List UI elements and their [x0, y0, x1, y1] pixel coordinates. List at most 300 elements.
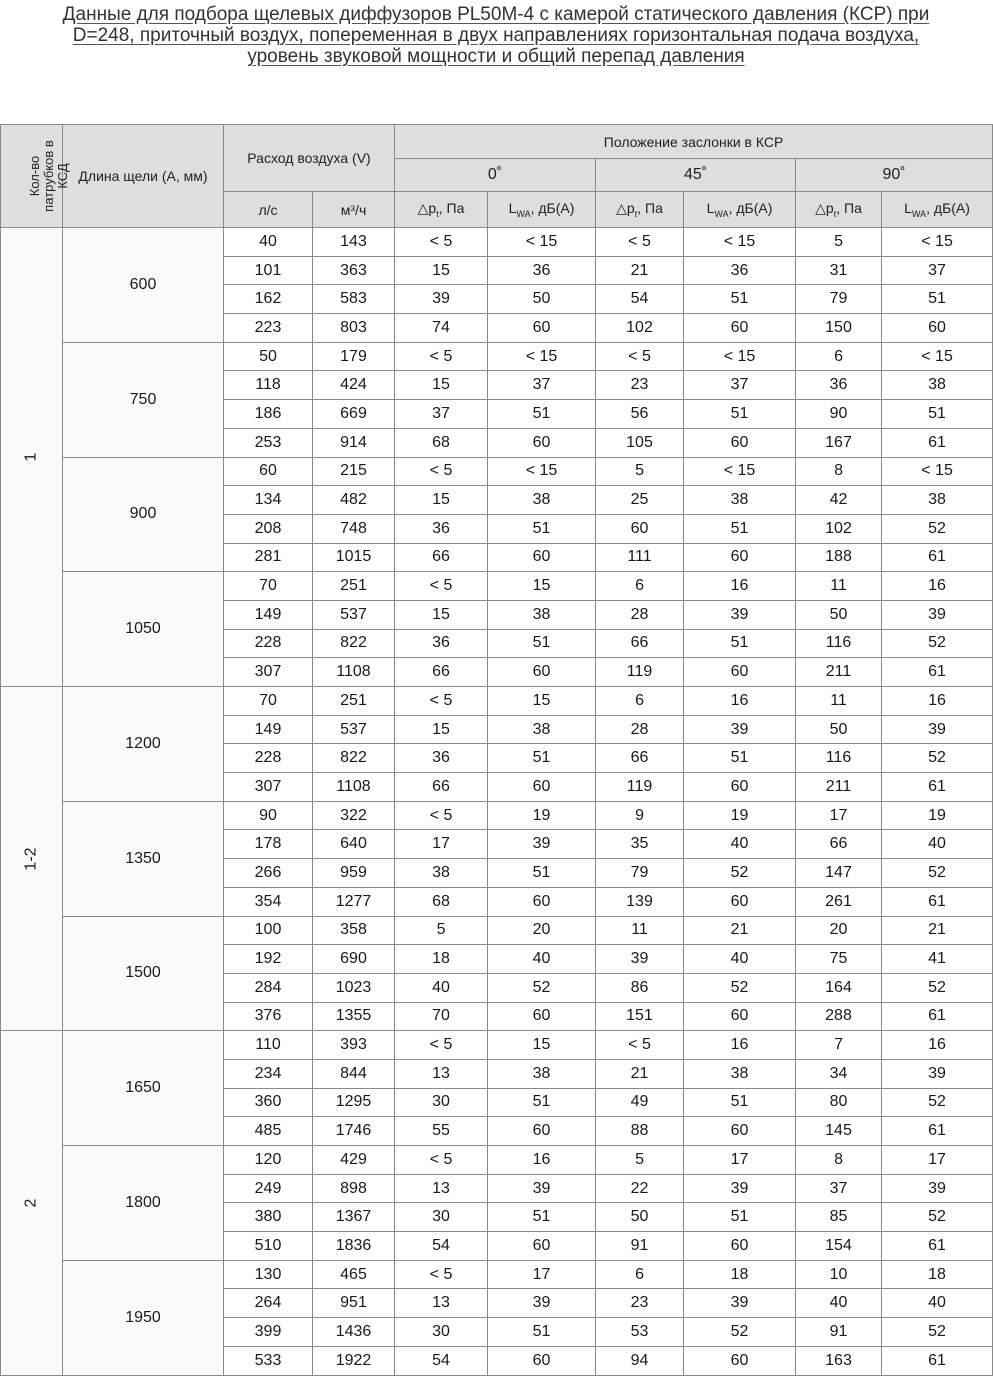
- dp-45-cell: 23: [596, 1289, 684, 1318]
- table-row: [1, 1146, 993, 1175]
- lwa-45-cell: 60: [684, 543, 796, 572]
- lwa-90-cell: 19: [882, 801, 993, 830]
- sound-power-header: $L_{WA}$, дБ(А): [882, 192, 993, 228]
- lwa-90-cell: 16: [882, 687, 993, 716]
- slot-length-cell: 600: [63, 228, 224, 343]
- lwa-90-cell: 16: [882, 1031, 993, 1060]
- dp-90-cell: 116: [796, 744, 882, 773]
- lwa-45-cell: 16: [684, 1031, 796, 1060]
- dp-0-cell: 68: [395, 428, 488, 457]
- dp-90-cell: 211: [796, 658, 882, 687]
- dp-0-cell: 15: [395, 600, 488, 629]
- lwa-45-cell: 38: [684, 486, 796, 515]
- dp-45-cell: 39: [596, 945, 684, 974]
- sound-power-header: $L_{WA}$, дБ(А): [488, 192, 596, 228]
- lwa-45-cell: 40: [684, 830, 796, 859]
- lwa-0-cell: 60: [488, 1346, 596, 1375]
- airflow-m3h-cell: 951: [313, 1289, 395, 1318]
- airflow-ls-cell: 510: [224, 1232, 313, 1261]
- lwa-45-cell: 60: [684, 658, 796, 687]
- lwa-45-cell: 39: [684, 1289, 796, 1318]
- airflow-m3h-cell: 1108: [313, 658, 395, 687]
- dp-90-cell: 288: [796, 1002, 882, 1031]
- dp-0-cell: 54: [395, 1232, 488, 1261]
- lwa-0-cell: 39: [488, 830, 596, 859]
- lwa-90-cell: 21: [882, 916, 993, 945]
- airflow-m3h-cell: 215: [313, 457, 395, 486]
- airflow-ls-cell: 266: [224, 859, 313, 888]
- dp-45-cell: 91: [596, 1232, 684, 1261]
- slot-length-cell: 900: [63, 457, 224, 572]
- airflow-m3h-cell: 537: [313, 715, 395, 744]
- lwa-45-cell: 16: [684, 687, 796, 716]
- slot-length-cell: 1800: [63, 1146, 224, 1261]
- slot-length-cell: 1500: [63, 916, 224, 1031]
- lwa-90-cell: 52: [882, 973, 993, 1002]
- airflow-m3h-cell: 537: [313, 600, 395, 629]
- lwa-0-cell: 17: [488, 1260, 596, 1289]
- slot-length-cell: 1950: [63, 1260, 224, 1375]
- airflow-ls-cell: 178: [224, 830, 313, 859]
- dp-45-cell: 79: [596, 859, 684, 888]
- airflow-ls-cell: 149: [224, 600, 313, 629]
- lwa-0-cell: < 15: [488, 457, 596, 486]
- lwa-90-cell: 52: [882, 1203, 993, 1232]
- lwa-45-cell: 51: [684, 514, 796, 543]
- diffuser-selection-table: [0, 124, 993, 1376]
- lwa-0-cell: 60: [488, 543, 596, 572]
- lwa-45-cell: 51: [684, 285, 796, 314]
- airflow-m3h-cell: 822: [313, 629, 395, 658]
- lwa-45-cell: 60: [684, 773, 796, 802]
- slot-length-cell: 1650: [63, 1031, 224, 1146]
- dp-0-cell: 30: [395, 1318, 488, 1347]
- lwa-90-cell: 52: [882, 859, 993, 888]
- lwa-45-cell: 51: [684, 1203, 796, 1232]
- dp-45-cell: 5: [596, 1146, 684, 1175]
- lwa-0-cell: 16: [488, 1146, 596, 1175]
- lwa-90-cell: 18: [882, 1260, 993, 1289]
- table-header: [1, 125, 993, 228]
- lwa-90-cell: 39: [882, 715, 993, 744]
- lwa-90-cell: 52: [882, 629, 993, 658]
- airflow-m3h-cell: 1367: [313, 1203, 395, 1232]
- airflow-ls-cell: 134: [224, 486, 313, 515]
- dp-45-cell: < 5: [596, 228, 684, 257]
- lwa-90-cell: 17: [882, 1146, 993, 1175]
- dp-0-cell: < 5: [395, 1260, 488, 1289]
- lwa-0-cell: 60: [488, 1002, 596, 1031]
- dp-45-cell: 11: [596, 916, 684, 945]
- airflow-m3h-cell: 179: [313, 342, 395, 371]
- lwa-45-cell: 51: [684, 744, 796, 773]
- dp-0-cell: 54: [395, 1346, 488, 1375]
- dp-90-cell: 147: [796, 859, 882, 888]
- count-header: Кол-во патрубков в КСД: [1, 125, 63, 228]
- dp-0-cell: 40: [395, 973, 488, 1002]
- dp-45-cell: 22: [596, 1174, 684, 1203]
- airflow-ls-cell: 70: [224, 572, 313, 601]
- airflow-m3h-cell: 1355: [313, 1002, 395, 1031]
- dp-0-cell: 66: [395, 773, 488, 802]
- dp-90-cell: 11: [796, 687, 882, 716]
- dp-0-cell: 15: [395, 715, 488, 744]
- airflow-ls-cell: 354: [224, 887, 313, 916]
- lwa-45-cell: 51: [684, 629, 796, 658]
- lwa-45-cell: 18: [684, 1260, 796, 1289]
- airflow-m3h-cell: 669: [313, 400, 395, 429]
- lwa-0-cell: 39: [488, 1174, 596, 1203]
- dp-45-cell: 25: [596, 486, 684, 515]
- airflow-m3h-cell: 1922: [313, 1346, 395, 1375]
- lwa-90-cell: 51: [882, 285, 993, 314]
- airflow-ls-cell: 40: [224, 228, 313, 257]
- dp-90-cell: 8: [796, 457, 882, 486]
- dp-90-cell: 5: [796, 228, 882, 257]
- table-row: [1, 572, 993, 601]
- airflow-ls-cell: 360: [224, 1088, 313, 1117]
- dp-45-cell: 54: [596, 285, 684, 314]
- dp-45-cell: < 5: [596, 342, 684, 371]
- dp-90-cell: 31: [796, 256, 882, 285]
- lwa-0-cell: 50: [488, 285, 596, 314]
- lwa-45-cell: < 15: [684, 228, 796, 257]
- dp-90-cell: 85: [796, 1203, 882, 1232]
- airflow-m3h-cell: 583: [313, 285, 395, 314]
- dp-45-cell: 6: [596, 572, 684, 601]
- dp-0-cell: < 5: [395, 572, 488, 601]
- dp-90-cell: 102: [796, 514, 882, 543]
- dp-45-cell: 6: [596, 687, 684, 716]
- dp-45-cell: 9: [596, 801, 684, 830]
- airflow-m3h-cell: 1836: [313, 1232, 395, 1261]
- lwa-0-cell: 52: [488, 973, 596, 1002]
- dp-45-cell: 49: [596, 1088, 684, 1117]
- airflow-ls-cell: 192: [224, 945, 313, 974]
- lwa-0-cell: 36: [488, 256, 596, 285]
- lwa-0-cell: 60: [488, 1117, 596, 1146]
- airflow-ls-cell: 50: [224, 342, 313, 371]
- lwa-0-cell: 39: [488, 1289, 596, 1318]
- lwa-0-cell: 60: [488, 658, 596, 687]
- lwa-90-cell: 38: [882, 371, 993, 400]
- lwa-0-cell: < 15: [488, 342, 596, 371]
- airflow-m3h-cell: 465: [313, 1260, 395, 1289]
- airflow-ls-cell: 120: [224, 1146, 313, 1175]
- lwa-90-cell: 40: [882, 1289, 993, 1318]
- lwa-90-cell: 61: [882, 543, 993, 572]
- airflow-ls-cell: 281: [224, 543, 313, 572]
- airflow-ls-cell: 485: [224, 1117, 313, 1146]
- airflow-ls-cell: 376: [224, 1002, 313, 1031]
- dp-0-cell: < 5: [395, 1031, 488, 1060]
- lwa-90-cell: < 15: [882, 342, 993, 371]
- airflow-ls-cell: 110: [224, 1031, 313, 1060]
- airflow-ls-cell: 307: [224, 658, 313, 687]
- lwa-45-cell: 60: [684, 314, 796, 343]
- dp-45-cell: 21: [596, 256, 684, 285]
- dp-45-cell: 111: [596, 543, 684, 572]
- lwa-45-cell: 38: [684, 1059, 796, 1088]
- airflow-ls-cell: 399: [224, 1318, 313, 1347]
- airflow-ls-cell: 253: [224, 428, 313, 457]
- lwa-90-cell: 51: [882, 400, 993, 429]
- lwa-45-cell: < 15: [684, 457, 796, 486]
- angle-90-header: 90˚: [796, 159, 993, 192]
- airflow-m3h-cell: 1436: [313, 1318, 395, 1347]
- dp-90-cell: 50: [796, 715, 882, 744]
- lwa-90-cell: 39: [882, 600, 993, 629]
- dp-45-cell: 86: [596, 973, 684, 1002]
- dp-90-cell: 7: [796, 1031, 882, 1060]
- airflow-ls-cell: 60: [224, 457, 313, 486]
- lwa-90-cell: 61: [882, 1346, 993, 1375]
- lwa-90-cell: 52: [882, 1088, 993, 1117]
- airflow-m3h-cell: 748: [313, 514, 395, 543]
- lwa-0-cell: 60: [488, 773, 596, 802]
- dp-90-cell: 80: [796, 1088, 882, 1117]
- title-line-3: уровень звуковой мощности и общий перепад давления: [247, 46, 745, 67]
- dp-90-cell: 163: [796, 1346, 882, 1375]
- dp-0-cell: 70: [395, 1002, 488, 1031]
- dp-0-cell: < 5: [395, 457, 488, 486]
- dp-0-cell: 13: [395, 1059, 488, 1088]
- slot-length-cell: 1200: [63, 687, 224, 802]
- dp-90-cell: 8: [796, 1146, 882, 1175]
- lwa-45-cell: 51: [684, 1088, 796, 1117]
- airflow-m3h-cell: 424: [313, 371, 395, 400]
- dp-90-cell: 261: [796, 887, 882, 916]
- dp-45-cell: 28: [596, 715, 684, 744]
- dp-0-cell: 17: [395, 830, 488, 859]
- sound-power-header: $L_{WA}$, дБ(А): [684, 192, 796, 228]
- dp-90-cell: 150: [796, 314, 882, 343]
- lwa-90-cell: 61: [882, 887, 993, 916]
- lwa-90-cell: 39: [882, 1174, 993, 1203]
- document-title: [0, 4, 992, 67]
- lwa-0-cell: 15: [488, 1031, 596, 1060]
- table-row: [1, 916, 993, 945]
- dp-90-cell: 75: [796, 945, 882, 974]
- table-row: [1, 687, 993, 716]
- dp-0-cell: < 5: [395, 801, 488, 830]
- dp-45-cell: 56: [596, 400, 684, 429]
- dp-0-cell: 36: [395, 514, 488, 543]
- airflow-ls-cell: 380: [224, 1203, 313, 1232]
- dp-0-cell: 13: [395, 1289, 488, 1318]
- dp-0-cell: < 5: [395, 1146, 488, 1175]
- airflow-m3h-cell: 822: [313, 744, 395, 773]
- airflow-m3h-cell: 1277: [313, 887, 395, 916]
- lwa-45-cell: 52: [684, 1318, 796, 1347]
- airflow-ls-cell: 223: [224, 314, 313, 343]
- lwa-0-cell: 51: [488, 744, 596, 773]
- lwa-0-cell: 51: [488, 514, 596, 543]
- title-line-1: Данные для подбора щелевых диффузоров PL50M-4 с камерой статического давления (КСР) при: [62, 4, 930, 25]
- damper-position-header: Положение заслонки в КСР: [395, 125, 993, 159]
- lwa-0-cell: 19: [488, 801, 596, 830]
- lwa-0-cell: 15: [488, 687, 596, 716]
- dp-45-cell: 151: [596, 1002, 684, 1031]
- dp-90-cell: 42: [796, 486, 882, 515]
- dp-90-cell: 11: [796, 572, 882, 601]
- lwa-0-cell: < 15: [488, 228, 596, 257]
- dp-0-cell: 55: [395, 1117, 488, 1146]
- dp-90-cell: 66: [796, 830, 882, 859]
- airflow-ls-cell: 533: [224, 1346, 313, 1375]
- airflow-m3h-cell: 482: [313, 486, 395, 515]
- airflow-ls-cell: 208: [224, 514, 313, 543]
- airflow-ls-cell: 101: [224, 256, 313, 285]
- dp-90-cell: 36: [796, 371, 882, 400]
- dp-0-cell: < 5: [395, 687, 488, 716]
- dp-45-cell: 119: [596, 658, 684, 687]
- airflow-m3h-cell: 640: [313, 830, 395, 859]
- lwa-0-cell: 60: [488, 428, 596, 457]
- dp-45-cell: 23: [596, 371, 684, 400]
- lwa-90-cell: 40: [882, 830, 993, 859]
- dp-45-cell: 6: [596, 1260, 684, 1289]
- dp-0-cell: 66: [395, 543, 488, 572]
- airflow-ls-cell: 90: [224, 801, 313, 830]
- lwa-90-cell: 60: [882, 314, 993, 343]
- dp-45-cell: 88: [596, 1117, 684, 1146]
- airflow-ls-cell: 264: [224, 1289, 313, 1318]
- airflow-ls-cell: 186: [224, 400, 313, 429]
- lwa-45-cell: 17: [684, 1146, 796, 1175]
- airflow-ls-cell: 70: [224, 687, 313, 716]
- airflow-ls-cell: 118: [224, 371, 313, 400]
- lwa-90-cell: 16: [882, 572, 993, 601]
- lwa-45-cell: < 15: [684, 342, 796, 371]
- lwa-90-cell: 41: [882, 945, 993, 974]
- dp-45-cell: 102: [596, 314, 684, 343]
- airflow-m3h-cell: 393: [313, 1031, 395, 1060]
- dp-0-cell: < 5: [395, 228, 488, 257]
- airflow-m3h-cell: 1108: [313, 773, 395, 802]
- dp-90-cell: 90: [796, 400, 882, 429]
- dp-0-cell: 15: [395, 486, 488, 515]
- dp-90-cell: 164: [796, 973, 882, 1002]
- airflow-m3h-cell: 803: [313, 314, 395, 343]
- table-body: [1, 228, 993, 1376]
- lwa-0-cell: 51: [488, 1318, 596, 1347]
- dp-45-cell: 119: [596, 773, 684, 802]
- lwa-45-cell: 19: [684, 801, 796, 830]
- dp-0-cell: 30: [395, 1203, 488, 1232]
- lwa-90-cell: 61: [882, 1002, 993, 1031]
- dp-90-cell: 211: [796, 773, 882, 802]
- dp-90-cell: 116: [796, 629, 882, 658]
- unit-ls-header: л/с: [224, 192, 313, 228]
- lwa-45-cell: 60: [684, 1346, 796, 1375]
- dp-0-cell: 13: [395, 1174, 488, 1203]
- lwa-45-cell: 16: [684, 572, 796, 601]
- nozzle-count-cell: 1-2: [1, 687, 63, 1031]
- dp-90-cell: 20: [796, 916, 882, 945]
- dp-45-cell: 28: [596, 600, 684, 629]
- lwa-90-cell: < 15: [882, 228, 993, 257]
- lwa-45-cell: 39: [684, 600, 796, 629]
- slot-length-header: Длина щели (А, мм): [63, 125, 224, 228]
- nozzle-count-cell: 1: [1, 228, 63, 687]
- lwa-45-cell: 60: [684, 1232, 796, 1261]
- lwa-0-cell: 15: [488, 572, 596, 601]
- lwa-0-cell: 60: [488, 1232, 596, 1261]
- lwa-90-cell: 61: [882, 1117, 993, 1146]
- airflow-m3h-cell: 143: [313, 228, 395, 257]
- lwa-45-cell: 60: [684, 428, 796, 457]
- lwa-0-cell: 38: [488, 600, 596, 629]
- lwa-0-cell: 38: [488, 1059, 596, 1088]
- dp-45-cell: 66: [596, 744, 684, 773]
- dp-45-cell: 105: [596, 428, 684, 457]
- airflow-m3h-cell: 358: [313, 916, 395, 945]
- dp-0-cell: 30: [395, 1088, 488, 1117]
- lwa-90-cell: 52: [882, 1318, 993, 1347]
- lwa-90-cell: 61: [882, 773, 993, 802]
- lwa-90-cell: 61: [882, 658, 993, 687]
- airflow-ls-cell: 162: [224, 285, 313, 314]
- airflow-ls-cell: 100: [224, 916, 313, 945]
- lwa-45-cell: 60: [684, 1117, 796, 1146]
- table-row: [1, 801, 993, 830]
- slot-length-cell: 1050: [63, 572, 224, 687]
- dp-0-cell: 15: [395, 256, 488, 285]
- airflow-m3h-cell: 251: [313, 687, 395, 716]
- dp-90-cell: 167: [796, 428, 882, 457]
- lwa-45-cell: 60: [684, 887, 796, 916]
- lwa-0-cell: 51: [488, 1088, 596, 1117]
- table-row: [1, 228, 993, 257]
- lwa-45-cell: 39: [684, 715, 796, 744]
- slot-length-cell: 1350: [63, 801, 224, 916]
- airflow-m3h-cell: 251: [313, 572, 395, 601]
- pressure-drop-header: $\triangle p_t$, Па: [596, 192, 684, 228]
- dp-90-cell: 37: [796, 1174, 882, 1203]
- dp-90-cell: 17: [796, 801, 882, 830]
- airflow-m3h-cell: 429: [313, 1146, 395, 1175]
- lwa-0-cell: 51: [488, 1203, 596, 1232]
- dp-0-cell: 38: [395, 859, 488, 888]
- dp-0-cell: 74: [395, 314, 488, 343]
- dp-45-cell: 5: [596, 457, 684, 486]
- dp-90-cell: 34: [796, 1059, 882, 1088]
- airflow-ls-cell: 228: [224, 744, 313, 773]
- airflow-m3h-cell: 898: [313, 1174, 395, 1203]
- dp-45-cell: 53: [596, 1318, 684, 1347]
- table-row: [1, 1260, 993, 1289]
- dp-90-cell: 79: [796, 285, 882, 314]
- dp-0-cell: 37: [395, 400, 488, 429]
- airflow-m3h-cell: 844: [313, 1059, 395, 1088]
- lwa-45-cell: 36: [684, 256, 796, 285]
- dp-45-cell: 139: [596, 887, 684, 916]
- dp-45-cell: 50: [596, 1203, 684, 1232]
- lwa-90-cell: 37: [882, 256, 993, 285]
- table-row: [1, 1031, 993, 1060]
- dp-90-cell: 40: [796, 1289, 882, 1318]
- dp-45-cell: 66: [596, 629, 684, 658]
- lwa-45-cell: 37: [684, 371, 796, 400]
- airflow-ls-cell: 307: [224, 773, 313, 802]
- lwa-45-cell: 40: [684, 945, 796, 974]
- airflow-m3h-cell: 322: [313, 801, 395, 830]
- lwa-90-cell: 38: [882, 486, 993, 515]
- dp-45-cell: 21: [596, 1059, 684, 1088]
- dp-0-cell: 18: [395, 945, 488, 974]
- lwa-45-cell: 21: [684, 916, 796, 945]
